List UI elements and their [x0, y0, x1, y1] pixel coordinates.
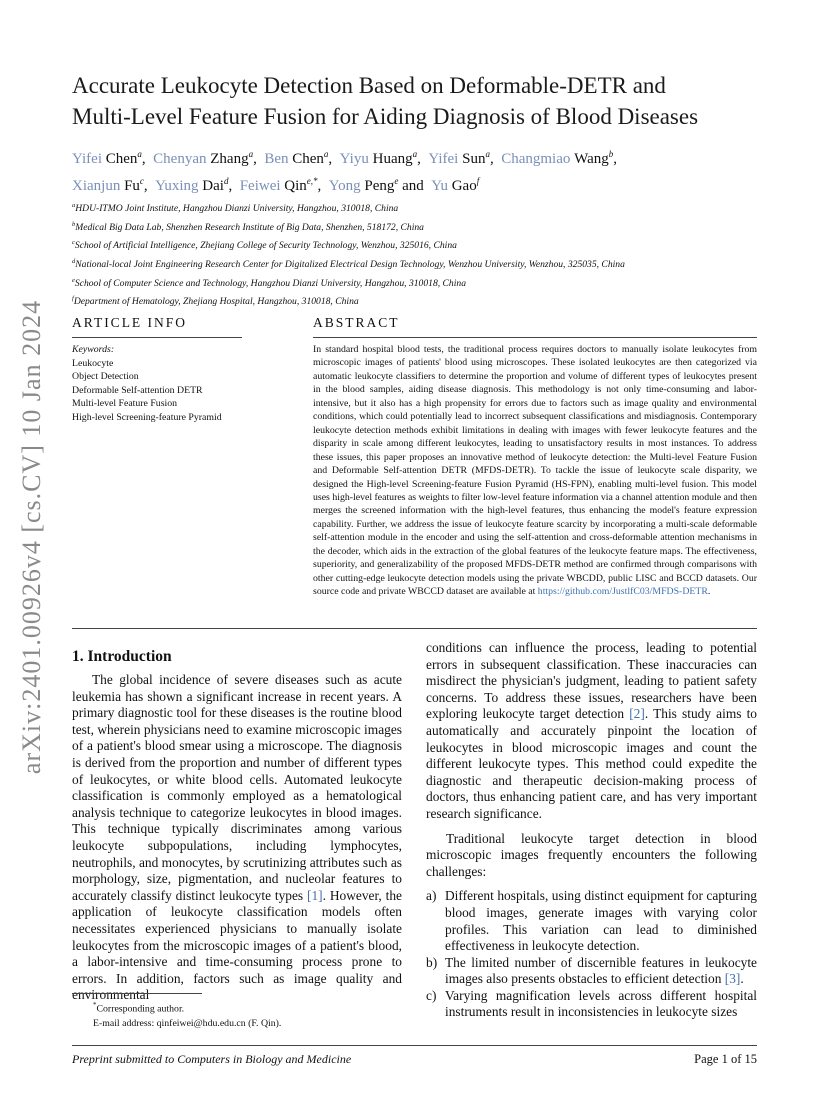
- author-row: Xianjun Fu$^c$, Yuxing Dai$^d$, Feiwei Qin$^{e,*}$, Yong Peng$^e$ and Yu Gao$^f$: [72, 176, 480, 194]
- keyword: High-level Screening-feature Pyramid: [72, 411, 222, 423]
- affiliation-mark: f: [72, 295, 74, 303]
- author-given-name: Yifei: [428, 151, 459, 167]
- author-family-name: Wang: [574, 151, 609, 167]
- affiliation: [72, 198, 792, 217]
- affiliation-text: School of Artificial Intelligence, Zhejiang College of Security Technology, Wenzhou, 325016, China: [74, 240, 457, 252]
- abstract-body: In standard hospital blood tests, the traditional process requires doctors to manually isolate leukocytes from microscopic images of patients' blood using microscopes. These isolated leukocytes are then categorized via automatic leukocyte classifiers to determine the proportion and volume of different types of leukocytes present in the blood samples, aiding disease diagnosis. This methodology is not only time-consuming and labor-intensive, but it also has a high propensity for errors due to factors such as image quality and environmental conditions, which could potentially lead to incorrect subsequent classifications and misdiagnosis. Contemporary leukocyte detection methods exhibit limitations in dealing with images with fewer leukocyte features and the disparity in scale among different leukocytes, leading to unsatisfactory results in most instances. To address these issues, this paper proposes an innovative method of leukocyte detection: the Multi-level Feature Fusion and Deformable Self-attention DETR (MFDS-DETR). To tackle the issue of leukocyte scale disparity, we designed the High-level Screening-feature Fusion Pyramid (HS-FPN), enabling multi-level fusion. This model uses high-level features as weights to filter low-level feature information via a channel attention module and then merges the screened information with the high-level features, thus enhancing the model's feature expression capability. Further, we address the issue of leukocyte feature scarcity by incorporating a multi-scale deformable self-attention module in the encoder and using the self-attention and cross-deformable attention mechanisms in the decoder, which aids in the extraction of the global features of the leukocyte feature maps. The effectiveness, superiority, and generalizability of the proposed MFDS-DETR method are confirmed through comparisons with other cutting-edge leukocyte detection models using the private WBCDD, public LISC and BCCD datasets. Our source code and private WBCCD dataset are available at: [313, 344, 757, 598]
- author-conjunction: and: [402, 178, 424, 194]
- author-family-name: Dai: [202, 178, 224, 194]
- challenge-text: The limited number of discernible features in leukocyte images also presents obstacles to efficient detection: [445, 954, 757, 987]
- author-name: [153, 151, 253, 167]
- author-given-name: Ben: [264, 151, 289, 167]
- author-affiliation-mark: a: [323, 149, 329, 159]
- author-family-name: Chen: [292, 151, 324, 167]
- list-marker: c): [426, 987, 437, 1003]
- keyword: Multi-level Feature Fusion: [72, 398, 178, 410]
- affiliation-text: School of Computer Science and Technology, Hangzhou Dianzi University, Hangzhou, 310018, China: [74, 277, 466, 289]
- challenge-item: [426, 988, 757, 1021]
- author-name: [240, 178, 318, 194]
- author-name: [329, 178, 399, 194]
- footnote-text: Corresponding author.: [96, 1003, 185, 1015]
- author-name: [72, 178, 144, 194]
- author-name: [431, 178, 479, 194]
- abstract-text: [313, 343, 757, 599]
- keywords-label: Keywords:: [72, 344, 115, 355]
- author-family-name: Fu: [124, 178, 140, 194]
- code-link[interactable]: https://github.com/JustlfC03/MFDS-DETR: [537, 586, 708, 598]
- affiliation-text: National-local Joint Engineering Research Center for Digitalized Electrical Design Technology, Wenzhou University, Wenzhou, 325035, China: [75, 259, 625, 271]
- author-given-name: Feiwei: [239, 178, 281, 194]
- keyword: Deformable Self-attention DETR: [72, 384, 203, 396]
- page-number: Page 1 of 15: [694, 1052, 757, 1066]
- keyword: Object Detection: [72, 371, 139, 383]
- author-affiliation-mark: f: [476, 176, 480, 186]
- author-affiliation-mark: a: [485, 149, 490, 159]
- affiliation: [72, 235, 792, 254]
- author-family-name: Huang: [372, 151, 413, 167]
- footnote-star: *: [93, 1001, 97, 1009]
- challenge-item: [426, 888, 757, 954]
- affiliation: [72, 217, 792, 236]
- keyword: Leukocyte: [72, 357, 114, 369]
- affiliation-mark: d: [72, 258, 76, 266]
- title-line-1: Accurate Leukocyte Detection Based on Deformable-DETR and: [72, 73, 666, 98]
- challenge-text: Different hospitals, using distinct equipment for capturing blood images, generate images with varying color profiles. This variation can lead to diminished effectiveness in leukocyte detection.: [445, 888, 757, 954]
- author-name: [155, 178, 228, 194]
- author-given-name: Chenyan: [153, 151, 207, 167]
- author-given-name: Yiyu: [339, 151, 369, 167]
- arxiv-stamp: arXiv:2401.00926v4 [cs.CV] 10 Jan 2024: [17, 299, 46, 775]
- author-affiliation-mark: c: [139, 176, 144, 186]
- abstract-heading: ABSTRACT: [313, 315, 400, 330]
- intro-text: . This study aims to automatically and accurately pinpoint the location of leukocytes in blood microscopic images and count the different leukocyte types. This method could expedite the diagnostic and therapeutic decision-making process of doctors, thus enhancing patient care, and has very important research significance.: [426, 706, 757, 821]
- introduction-heading: 1. Introduction: [72, 648, 172, 665]
- intro-text: The global incidence of severe diseases such as acute leukemia has shown a significant increase in recent years. A primary diagnostic tool for these diseases is the routine blood test, wherein physicians need to examine microscopic images of a patient's blood smear using a microscope. The diagnosis is derived from the proportion and number of different types of leukocytes, or white blood cells. Automated leukocyte classification is commonly employed as a hematological analysis technique to categorize leukocytes in blood images. This technique typically discriminates among various leukocyte subpopulations, including lymphocytes, neutrophils, and monocytes, by scrutinizing attributes such as morphology, size, pigmentation, and nucleolar features to accurately classify distinct leukocyte types: [72, 672, 402, 903]
- affiliation: [72, 291, 792, 310]
- affiliation-mark: a: [72, 202, 76, 209]
- affiliation-text: Medical Big Data Lab, Shenzhen Research Institute of Big Data, Shenzhen, 518172, China: [75, 221, 424, 233]
- abstract-rule: [313, 337, 757, 338]
- author-given-name: Yu: [431, 178, 448, 194]
- title-line-2: Multi-Level Feature Fusion for Aiding Diagnosis of Blood Diseases: [72, 104, 699, 129]
- affiliation: [72, 254, 792, 273]
- footnote-line-1: [93, 998, 413, 1017]
- challenge-list: [426, 888, 757, 1021]
- body-left-column: [72, 646, 402, 1004]
- intro-text: . However, the application of leukocyte classification models often necessitates experienced physicians to manually isolate leukocytes from the microscopic images of a patient's blood, a labor-intensive and time-consuming process prone to errors. In addition, factors such as image quality and environmental: [72, 887, 402, 1003]
- affiliation-text: Department of Hematology, Zhejiang Hospital, Hangzhou, 310018, China: [73, 296, 359, 308]
- footer-journal: Preprint submitted to Computers in Biology and Medicine: [72, 1052, 352, 1066]
- citation-link[interactable]: [1]: [307, 887, 323, 903]
- author-family-name: Gao: [451, 178, 477, 194]
- affiliation-mark: e: [72, 276, 75, 284]
- intro-paragraph-2: Traditional leukocyte target detection in blood microscopic images frequently encounters the following challenges:: [426, 830, 757, 879]
- article-info-heading: ARTICLE INFO: [72, 315, 188, 330]
- footnote-line-2: E-mail address: qinfeiwei@hdu.edu.cn (F. Qin).: [93, 1017, 282, 1029]
- author-row: Yifei Chen$^a$, Chenyan Zhang$^a$, Ben Chen$^a$, Yiyu Huang$^a$, Yifei Sun$^a$, Changmiao Wang$^b$,: [72, 149, 617, 167]
- affiliation: [72, 273, 792, 292]
- author-family-name: Qin: [284, 178, 307, 194]
- challenge-item: [426, 955, 757, 988]
- author-given-name: Changmiao: [501, 151, 571, 167]
- footer-rule: [72, 1045, 757, 1046]
- footnote: [93, 998, 413, 1031]
- intro-paragraph-1-cont: [426, 640, 757, 823]
- author-name: [72, 151, 142, 167]
- author-affiliation-mark: a: [137, 149, 142, 159]
- author-affiliation-mark: a: [248, 149, 254, 159]
- keywords-block: [72, 343, 272, 425]
- affiliation-list: [72, 198, 792, 310]
- author-name: [428, 151, 490, 167]
- challenge-end: .: [740, 971, 744, 987]
- author-name: [264, 151, 328, 167]
- author-family-name: Sun: [462, 151, 486, 167]
- citation-link[interactable]: [2]: [629, 706, 645, 722]
- author-given-name: Yuxing: [155, 178, 199, 194]
- author-affiliation-mark: e: [394, 176, 399, 186]
- article-info-rule: [72, 337, 242, 338]
- author-given-name: Yong: [328, 178, 361, 194]
- list-marker: b): [426, 954, 438, 970]
- challenge-text: Varying magnification levels across different hospital instruments result in inconsistencies in leukocyte sizes: [445, 987, 757, 1020]
- affiliation-mark: c: [72, 239, 75, 247]
- citation-link[interactable]: [3]: [724, 971, 741, 987]
- author-affiliation-mark: e,*: [306, 176, 318, 186]
- abstract-end: .: [707, 586, 711, 598]
- author-name: [501, 151, 613, 167]
- author-given-name: Yifei: [72, 151, 102, 167]
- paper-title: [72, 70, 772, 132]
- author-name: [340, 151, 417, 167]
- list-marker: a): [426, 888, 437, 904]
- author-family-name: Chen: [105, 151, 138, 167]
- author-affiliation-mark: a: [412, 149, 418, 159]
- author-affiliation-mark: b: [608, 149, 614, 159]
- author-affiliation-mark: d: [223, 176, 229, 186]
- intro-paragraph-1: [72, 672, 402, 1004]
- footnote-rule: [72, 993, 202, 994]
- body-right-column: [426, 640, 757, 1021]
- author-list: [72, 143, 772, 197]
- affiliation-text: HDU-ITMO Joint Institute, Hangzhou Dianzi University, Hangzhou, 310018, China: [75, 203, 399, 215]
- section-divider: [72, 628, 757, 629]
- author-family-name: Zhang: [210, 151, 249, 167]
- intro-text: conditions can influence the process, leading to potential errors in subsequent classification. These inaccuracies can misdirect the physician's judgment, leading to patient safety concerns. To address these issues, researchers have been exploring leukocyte target detection: [426, 640, 757, 722]
- author-family-name: Peng: [364, 178, 395, 194]
- author-given-name: Xianjun: [72, 178, 121, 194]
- affiliation-mark: b: [72, 220, 76, 228]
